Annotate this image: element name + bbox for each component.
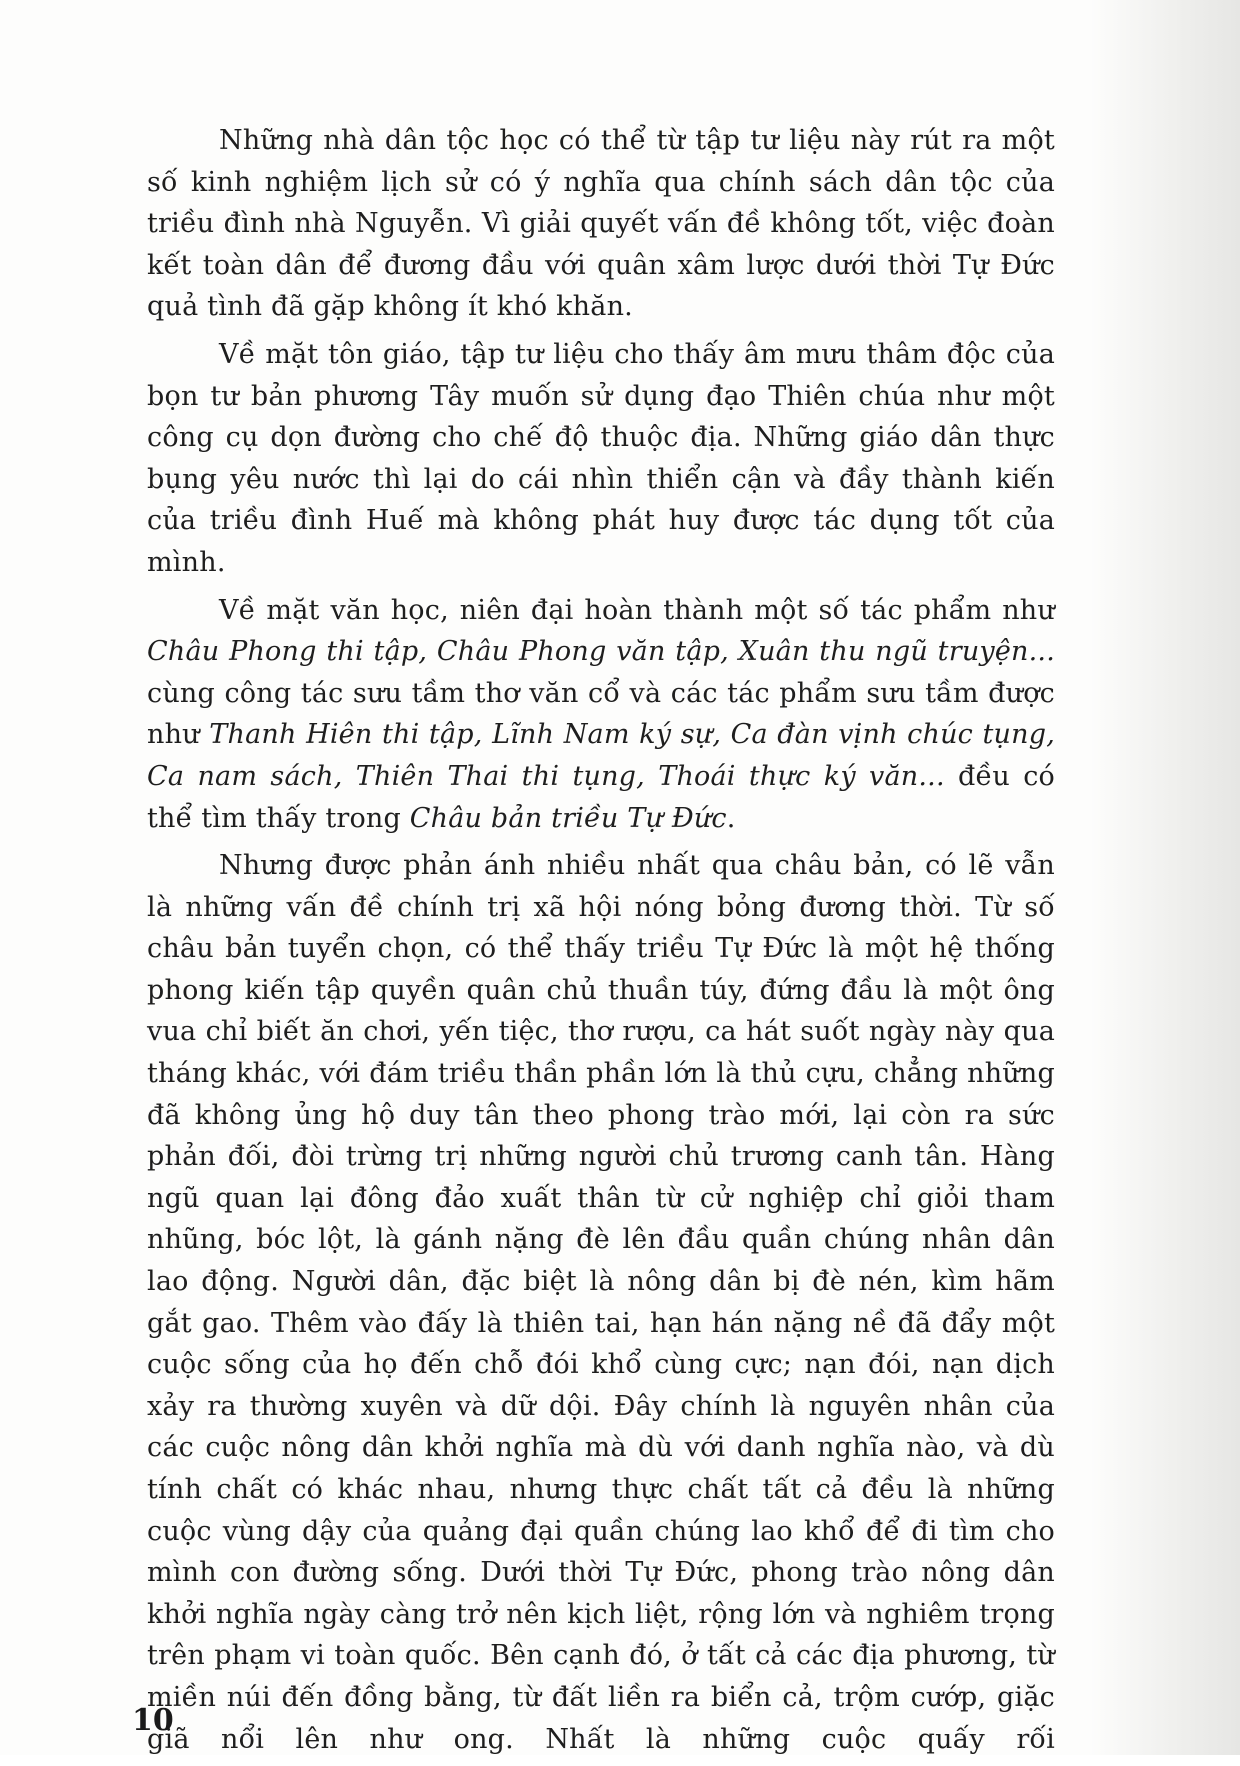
paragraph-text: Về mặt tôn giáo, tập tư liệu cho thấy âm mưu thâm độc của bọn tư bản phương Tây muốn sử dụng đạo Thiên chúa như một công cụ dọn đường cho chế độ thuộc địa. Những giáo dân thực bụng yêu nước thì lại do cái nhìn thiển cận và đầy thành kiến của triều đình Huế mà không phát huy được tác dụng tốt của mình.: [147, 338, 1055, 578]
paragraph-text: .: [726, 802, 736, 834]
body-text: [147, 120, 1055, 1766]
paragraph-religion: [147, 334, 1055, 584]
paragraph-literature: [147, 590, 1055, 840]
italic-title-text: Châu bản triều Tự Đức: [409, 802, 727, 834]
page-number: 10: [132, 1703, 174, 1738]
paragraph-text: Về mặt văn học, niên đại hoàn thành một số tác phẩm như: [219, 594, 1055, 626]
italic-title-text: Châu Phong thi tập, Châu Phong văn tập, Xuân thu ngũ truyện...: [147, 636, 1055, 668]
paragraph-text: Những nhà dân tộc học có thể từ tập tư liệu này rút ra một số kinh nghiệm lịch sử có ý nghĩa qua chính sách dân tộc của triều đình nhà Nguyễn. Vì giải quyết vấn đề không tốt, việc đoàn kết toàn dân để đương đầu với quân xâm lược dưới thời Tự Đức quả tình đã gặp không ít khó khăn.: [147, 125, 1055, 323]
paragraph-text: Nhưng được phản ánh nhiều nhất qua châu bản, có lẽ vẫn là những vấn đề chính trị xã hội nóng bỏng đương thời. Từ số châu bản tuyển chọn, có thể thấy triều Tự Đức là một hệ thống phong kiến tập quyền quân chủ thuần túy, đứng đầu là một ông vua chỉ biết ăn chơi, yến tiệc, thơ rượu, ca hát suốt ngày này qua tháng khác, với đám triều thần phần lớn là thủ cựu, chẳng những đã không ủng hộ duy tân theo phong trào mới, lại còn ra sức phản đối, đòi trừng trị những người chủ trương canh tân. Hàng ngũ quan lại đông đảo xuất thân từ cử nghiệp chỉ giỏi tham nhũng, bóc lột, là gánh nặng đè lên đầu quần chúng nhân dân lao động. Người dân, đặc biệt là nông dân bị đè nén, kìm hãm gắt gao. Thêm vào đấy là thiên tai, hạn hán nặng nề đã đẩy một cuộc sống của họ đến chỗ đói khổ cùng cực; nạn đói, nạn dịch xảy ra thường xuyên và dữ dội. Đây chính là nguyên nhân của các cuộc nông dân khởi nghĩa mà dù với danh nghĩa nào, và dù tính chất có khác nhau, nhưng thực chất tất cả đều là những cuộc vùng dậy của quảng đại quần chúng lao khổ để đi tìm cho mình con đường sống. Dưới thời Tự Đức, phong trào nông dân khởi nghĩa ngày càng trở nên kịch liệt, rộng lớn và nghiêm trọng trên phạm vi toàn quốc. Bên cạnh đó, ở tất cả các địa phương, từ miền núi đến đồng bằng, từ đất liền ra biển cả, trộm cướp, giặc giã nổi lên như ong. Nhất là những cuộc quấy rối: [147, 850, 1055, 1755]
italic-title-text: Thanh Hiên thi tập, Lĩnh Nam ký sự, Ca đàn vịnh chúc tụng, Ca nam sách, Thiên Thai thi tụng, Thoái thực ký văn...: [147, 719, 1055, 792]
paragraph-ethnology: [147, 120, 1055, 328]
paragraph-politics-society: [147, 845, 1055, 1760]
paragraph-text: đều có thể tìm thấy trong: [147, 760, 1055, 834]
page-edge-shadow: [1090, 0, 1240, 1755]
paragraph-text: cùng công tác sưu tầm thơ văn cổ và các tác phẩm sưu tầm được như: [147, 677, 1055, 751]
